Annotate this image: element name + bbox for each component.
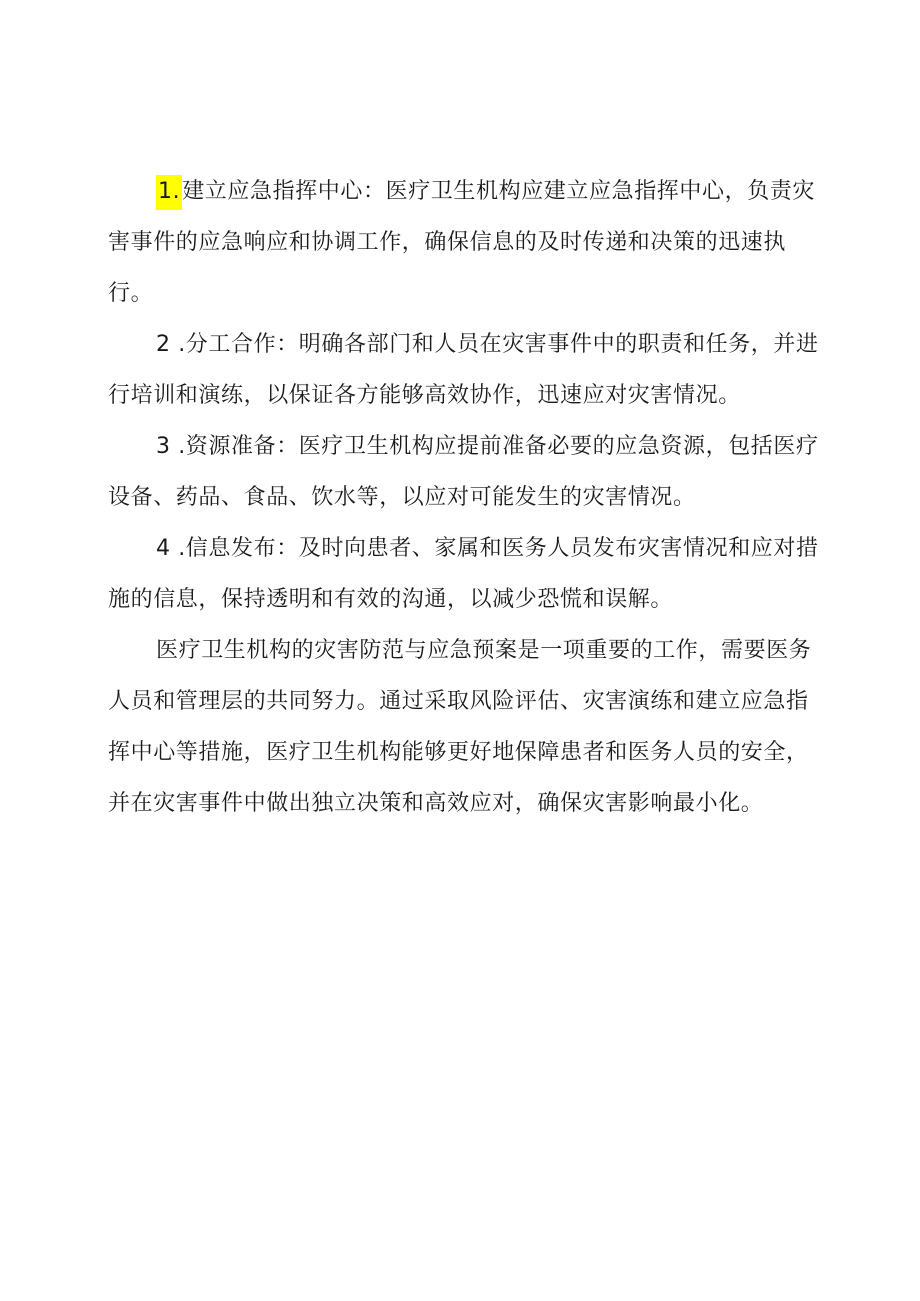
list-item-1 [108, 166, 820, 319]
list-item-text: 信息发布：及时向患者、家属和医务人员发布灾害情况和应对措施的信息，保持透明和有效的沟通，以减少恐慌和误解。 [108, 536, 819, 612]
list-item-text: 分工合作：明确各部门和人员在灾害事件中的职责和任务，并进行培训和演练，以保证各方能够高效协作，迅速应对灾害情况。 [108, 332, 819, 408]
list-item-number: 3 . [156, 434, 186, 459]
list-item-4 [108, 523, 820, 625]
list-item-number-highlighted: 1. [156, 175, 182, 210]
list-item-2 [108, 319, 820, 421]
list-item-3 [108, 421, 820, 523]
document-body [108, 166, 820, 829]
list-item-text: 建立应急指挥中心：医疗卫生机构应建立应急指挥中心，负责灾害事件的应急响应和协调工作，确保信息的及时传递和决策的迅速执行。 [108, 179, 816, 306]
list-item-number: 4 . [156, 536, 186, 561]
list-item-text: 资源准备：医疗卫生机构应提前准备必要的应急资源，包括医疗设备、药品、食品、饮水等，以应对可能发生的灾害情况。 [108, 434, 819, 510]
list-item-number: 2 . [156, 332, 186, 357]
summary-paragraph: 医疗卫生机构的灾害防范与应急预案是一项重要的工作，需要医务人员和管理层的共同努力。通过采取风险评估、灾害演练和建立应急指挥中心等措施，医疗卫生机构能够更好地保障患者和医务人员的安全，并在灾害事件中做出独立决策和高效应对，确保灾害影响最小化。 [108, 638, 812, 816]
